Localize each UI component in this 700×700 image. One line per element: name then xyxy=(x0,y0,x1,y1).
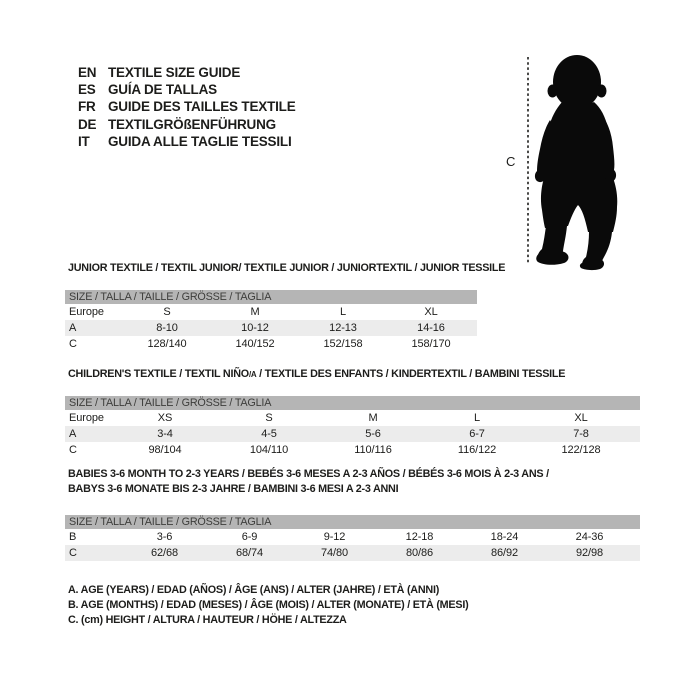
size-header-bar: SIZE / TALLA / TAILLE / GRÖSSE / TAGLIA xyxy=(65,290,477,304)
table-cell: 116/122 xyxy=(457,444,497,456)
table-cell: 4-5 xyxy=(261,428,277,440)
language-title: GUIDA ALLE TAGLIE TESSILI xyxy=(108,133,292,149)
table-cell: M xyxy=(250,306,260,318)
language-code: EN xyxy=(78,65,97,80)
language-code: IT xyxy=(78,133,90,149)
table-row xyxy=(65,426,640,442)
table-cell: 152/158 xyxy=(323,338,363,350)
table-cell: 68/74 xyxy=(235,547,264,559)
section-title-children xyxy=(68,368,565,380)
section-title-line2: BABYS 3-6 MONATE BIS 2-3 JAHRE / BAMBINI 3-6 MESI A 2-3 ANNI xyxy=(68,483,399,495)
table-cell: 140/152 xyxy=(235,338,275,350)
table-cell: 98/104 xyxy=(148,444,182,456)
table-row xyxy=(65,545,640,561)
table-cell: L xyxy=(339,306,347,318)
size-header-bar: SIZE / TALLA / TAILLE / GRÖSSE / TAGLIA xyxy=(65,396,640,410)
section-title-junior: JUNIOR TEXTILE / TEXTIL JUNIOR/ TEXTILE JUNIOR / JUNIORTEXTIL / JUNIOR TESSILE xyxy=(68,262,506,274)
table-cell: 7-8 xyxy=(573,428,589,440)
table-cell: 110/116 xyxy=(354,444,392,456)
table-cell: 9-12 xyxy=(323,531,346,543)
table-cell: 12-18 xyxy=(405,531,434,543)
table-row xyxy=(65,529,640,545)
table-cell: 10-12 xyxy=(241,322,269,334)
table-cell: 92/98 xyxy=(575,547,604,559)
table-cell: 18-24 xyxy=(490,531,519,543)
section-title-babies xyxy=(68,468,549,495)
table-cell: 14-16 xyxy=(417,322,445,334)
table-row xyxy=(65,336,477,352)
footnote-c: C. (cm) HEIGHT / ALTURA / HAUTEUR / HÖHE / ALTEZZA xyxy=(68,614,347,627)
babies-size-table xyxy=(65,515,640,561)
table-row xyxy=(65,442,640,458)
table-cell: L xyxy=(473,412,481,424)
table-cell: XS xyxy=(157,412,173,424)
row-label: Europe xyxy=(69,412,104,424)
table-cell: 62/68 xyxy=(150,547,179,559)
row-label: B xyxy=(69,531,77,543)
language-row xyxy=(78,98,296,115)
row-label: C xyxy=(69,547,77,559)
height-measure-label: C xyxy=(506,154,516,169)
table-cell: 158/170 xyxy=(411,338,451,350)
language-row xyxy=(78,64,296,81)
row-label: C xyxy=(69,338,77,350)
table-cell: 8-10 xyxy=(156,322,178,334)
table-cell: 104/110 xyxy=(249,444,289,456)
baby-figure xyxy=(500,52,630,272)
table-row xyxy=(65,320,477,336)
language-code: FR xyxy=(78,99,96,115)
table-cell: 6-9 xyxy=(241,531,258,543)
row-label: Europe xyxy=(69,306,104,318)
table-cell: M xyxy=(368,412,378,424)
section-title-line1: BABIES 3-6 MONTH TO 2-3 YEARS / BEBÉS 3-6 MESES A 2-3 AÑOS / BÉBÉS 3-6 MOIS À 2-3 ANS / xyxy=(68,468,549,480)
language-row xyxy=(78,81,296,98)
table-cell: S xyxy=(163,306,171,318)
section-title-text: CHILDREN'S TEXTILE / TEXTIL NIÑO xyxy=(68,368,249,380)
row-label: A xyxy=(69,428,77,440)
table-cell: XL xyxy=(424,306,438,318)
language-code: ES xyxy=(78,82,96,98)
section-title-text: / TEXTILE DES ENFANTS / KINDERTEXTIL / BAMBINI TESSILE xyxy=(256,368,566,380)
table-cell: S xyxy=(265,412,273,424)
language-row xyxy=(78,116,296,133)
table-cell: 86/92 xyxy=(490,547,519,559)
language-title: GUIDE DES TAILLES TEXTILE xyxy=(108,99,296,115)
table-cell: 24-36 xyxy=(575,531,604,543)
table-cell: XL xyxy=(574,412,588,424)
language-title: TEXTILE SIZE GUIDE xyxy=(108,65,241,80)
table-cell: 80/86 xyxy=(405,547,434,559)
table-cell: 6-7 xyxy=(469,428,485,440)
footnotes xyxy=(68,583,468,629)
language-title: TEXTILGRÖßENFÜHRUNG xyxy=(108,116,276,132)
size-header-bar: SIZE / TALLA / TAILLE / GRÖSSE / TAGLIA xyxy=(65,515,640,529)
table-row xyxy=(65,304,477,320)
baby-silhouette-icon xyxy=(535,55,617,270)
table-cell: 128/140 xyxy=(147,338,187,350)
table-cell: 74/80 xyxy=(320,547,349,559)
row-label: C xyxy=(69,444,77,456)
junior-size-table xyxy=(65,290,477,352)
row-label: A xyxy=(69,322,77,334)
footnote-b: B. AGE (MONTHS) / EDAD (MESES) / ÂGE (MOIS) / ALTER (MONATE) / ETÀ (MESI) xyxy=(68,599,469,612)
table-row xyxy=(65,410,640,426)
footnote-a: A. AGE (YEARS) / EDAD (AÑOS) / ÂGE (ANS) / ALTER (JAHRE) / ETÀ (ANNI) xyxy=(68,584,440,596)
language-title: GUÍA DE TALLAS xyxy=(108,82,217,98)
section-title-subscript: /A xyxy=(248,370,257,379)
table-cell: 5-6 xyxy=(365,428,381,440)
language-row xyxy=(78,133,296,150)
table-cell: 3-4 xyxy=(157,428,173,440)
table-cell: 12-13 xyxy=(329,322,357,334)
table-cell: 3-6 xyxy=(156,531,173,543)
children-size-table xyxy=(65,396,640,458)
table-cell: 122/128 xyxy=(561,444,601,456)
language-code: DE xyxy=(78,116,97,132)
language-list xyxy=(78,64,296,150)
